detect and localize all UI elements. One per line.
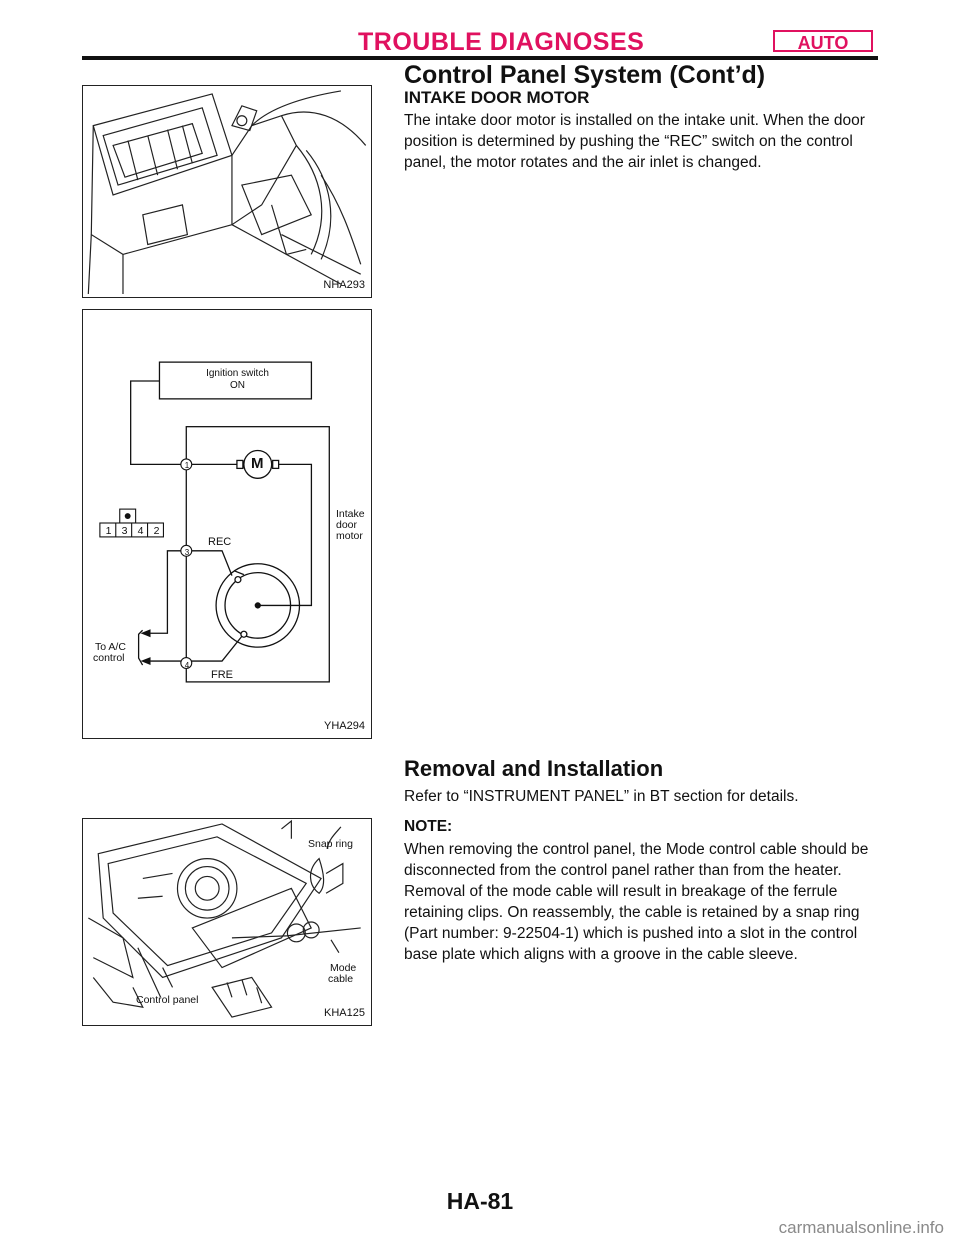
- section-title: TROUBLE DIAGNOSES: [358, 28, 645, 56]
- mode-cable-label-line2: cable: [328, 973, 354, 985]
- ignition-on-label: ON: [230, 380, 245, 391]
- auto-badge: AUTO: [773, 30, 873, 52]
- pin-1-label: 1: [184, 461, 190, 470]
- connector-pin: 4: [137, 525, 144, 537]
- connector-pin: 2: [153, 525, 160, 537]
- pin-3-label: 3: [184, 548, 190, 557]
- mode-cable-label: Mode: [330, 962, 357, 974]
- intake-unit-drawing: [83, 86, 371, 297]
- ignition-switch-label: Ignition switch: [206, 368, 269, 379]
- control-panel-label: Control panel: [136, 994, 199, 1006]
- note-label: NOTE:: [404, 818, 453, 835]
- page-number: HA-81: [446, 1188, 514, 1214]
- motor-label-line3: motor: [336, 530, 363, 542]
- watermark: carmanualsonline.info: [778, 1218, 944, 1237]
- removal-installation-body: Refer to “INSTRUMENT PANEL” in BT section for details.: [404, 788, 799, 805]
- pin-4-label: 4: [184, 661, 190, 670]
- to-ac-control-label: control: [93, 652, 125, 664]
- motor-label-line2: door: [336, 519, 358, 531]
- intake-door-motor-body: The intake door motor is installed on the intake unit. When the door position is determined by pushing the “REC” switch on the control panel, the motor rotates and the air inlet is changed.: [404, 112, 865, 171]
- motor-label-line1: Intake: [336, 508, 365, 520]
- snap-ring-label: Snap ring: [308, 838, 353, 850]
- to-ac-label: To A/C: [95, 641, 126, 653]
- figure-id: KHA125: [324, 1007, 365, 1019]
- figure-id: NHA293: [323, 279, 365, 291]
- note-body: When removing the control panel, the Mode control cable should be disconnected from the control panel rather than from the heater. Removal of the mode cable will result in breakage of the ferrule retaining clips. On reassembly, the cable is retained by a snap ring (Part number: 9-22504-1) which is pushed into a slot in the control base plate which aligns with a groove in the cable sleeve.: [404, 841, 869, 963]
- figure-id: YHA294: [324, 720, 365, 732]
- removal-installation-heading: Removal and Installation: [404, 756, 664, 781]
- intake-unit-illustration: [82, 85, 372, 298]
- connector-pin: 1: [105, 525, 112, 537]
- intake-door-motor-heading: INTAKE DOOR MOTOR: [404, 88, 590, 107]
- connector-lock-dot: [125, 513, 131, 519]
- header-rule: [82, 56, 878, 60]
- rec-label: REC: [208, 536, 232, 548]
- fre-label: FRE: [211, 669, 233, 681]
- motor-m-label: M: [251, 455, 264, 472]
- connector-pin: 3: [121, 525, 128, 537]
- control-panel-illustration: [82, 818, 372, 1026]
- page-subtitle: Control Panel System (Cont’d): [404, 61, 766, 89]
- intake-door-motor-circuit: [82, 309, 372, 739]
